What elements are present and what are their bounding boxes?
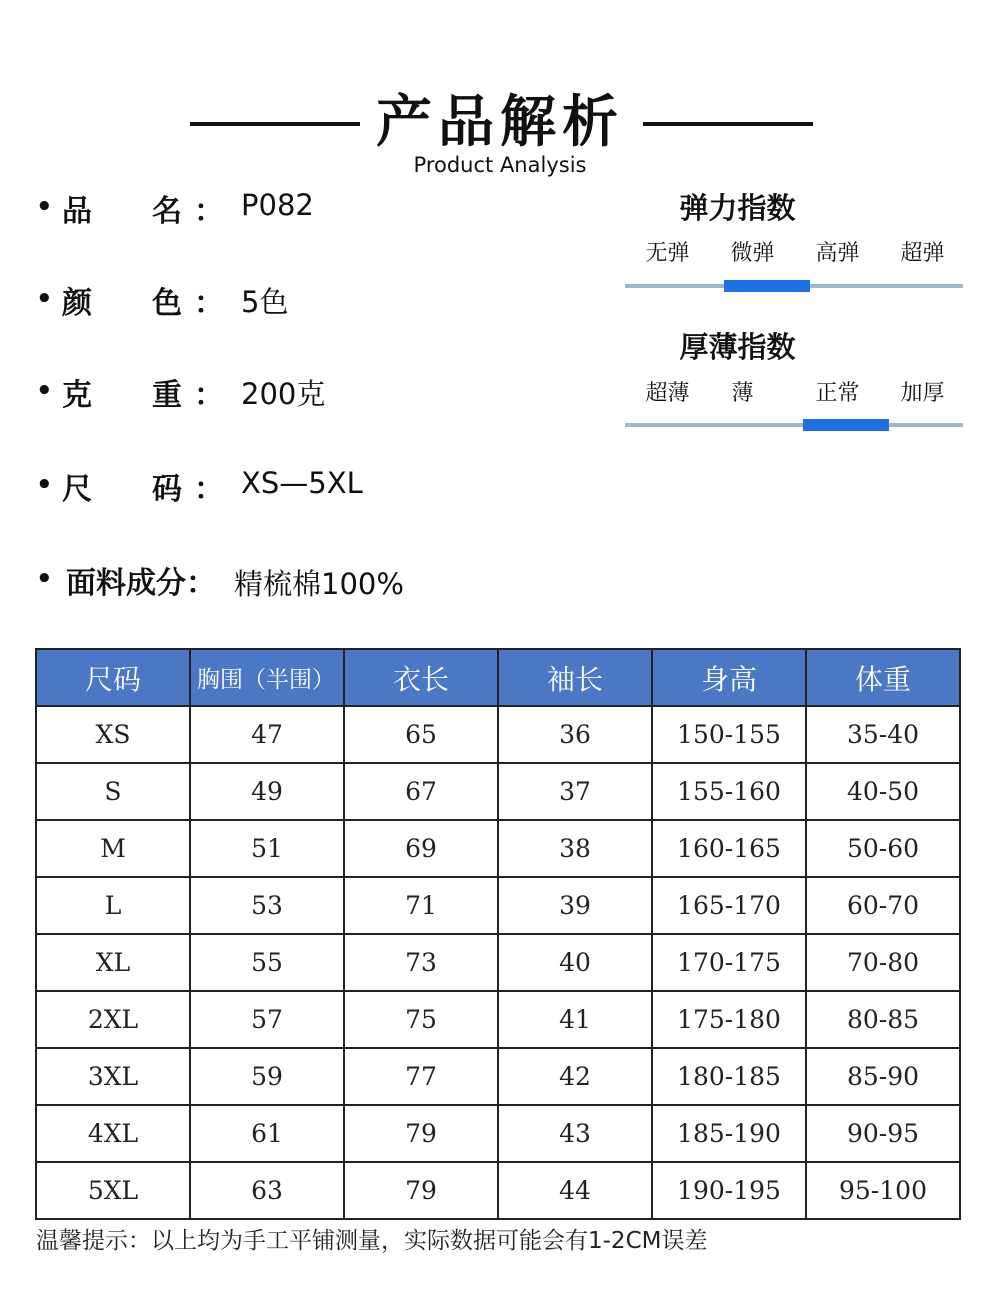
elasticity-label: 无弹 xyxy=(645,241,690,266)
table-cell: 95-100 xyxy=(806,1162,960,1219)
spec-key-char: 名 xyxy=(152,194,182,229)
table-cell: 35-40 xyxy=(806,706,960,763)
table-cell: 69 xyxy=(344,820,498,877)
table-cell: 50-60 xyxy=(806,820,960,877)
table-cell: 170-175 xyxy=(652,934,806,991)
table-cell: 2XL xyxy=(36,991,190,1048)
spec-value: 200克 xyxy=(241,377,326,411)
thickness-indicator xyxy=(803,419,889,431)
table-cell: 71 xyxy=(344,877,498,934)
bullet-icon: • xyxy=(36,564,53,594)
table-cell: 55 xyxy=(190,934,344,991)
spec-value: 精梳棉100% xyxy=(234,567,404,601)
spec-key: 面料成分 xyxy=(66,566,186,601)
spec-key-char: 尺 xyxy=(62,472,92,507)
table-row xyxy=(36,763,960,820)
table-cell: 180-185 xyxy=(652,1048,806,1105)
column-header: 衣长 xyxy=(344,649,498,706)
size-table xyxy=(35,648,961,1220)
spec-row-fabric xyxy=(36,556,596,606)
bullet-icon: • xyxy=(36,470,53,500)
bullet-icon: • xyxy=(36,192,53,222)
column-header: 身高 xyxy=(652,649,806,706)
page-subtitle: Product Analysis xyxy=(413,153,587,177)
column-header: 袖长 xyxy=(498,649,652,706)
table-cell: 155-160 xyxy=(652,763,806,820)
table-cell: 43 xyxy=(498,1105,652,1162)
table-cell: 190-195 xyxy=(652,1162,806,1219)
table-cell: 61 xyxy=(190,1105,344,1162)
table-cell: 53 xyxy=(190,877,344,934)
table-cell: XL xyxy=(36,934,190,991)
spec-value: 5色 xyxy=(241,285,289,319)
spec-row-size xyxy=(36,462,596,512)
table-row xyxy=(36,1048,960,1105)
thickness-label: 正常 xyxy=(815,381,860,406)
table-cell: 150-155 xyxy=(652,706,806,763)
table-row xyxy=(36,706,960,763)
table-cell: 63 xyxy=(190,1162,344,1219)
table-cell: 175-180 xyxy=(652,991,806,1048)
spec-row-name xyxy=(36,184,596,234)
table-row xyxy=(36,991,960,1048)
page-header xyxy=(0,90,1000,180)
table-cell: 38 xyxy=(498,820,652,877)
table-cell: XS xyxy=(36,706,190,763)
table-cell: 36 xyxy=(498,706,652,763)
table-cell: 79 xyxy=(344,1105,498,1162)
thickness-label: 加厚 xyxy=(900,381,945,406)
thickness-label: 超薄 xyxy=(645,381,690,406)
table-header-row xyxy=(36,649,960,706)
table-cell: 70-80 xyxy=(806,934,960,991)
table-cell: 3XL xyxy=(36,1048,190,1105)
elasticity-label: 微弹 xyxy=(730,241,775,266)
thickness-labels xyxy=(625,376,965,406)
thickness-scale-bar xyxy=(625,423,963,427)
spec-colon: ： xyxy=(186,566,216,601)
table-cell: 44 xyxy=(498,1162,652,1219)
table-cell: 40-50 xyxy=(806,763,960,820)
table-cell: 40 xyxy=(498,934,652,991)
elasticity-indicator xyxy=(724,280,810,292)
spec-key-char: 色 xyxy=(152,286,182,321)
spec-value: P082 xyxy=(241,188,314,222)
spec-key-char: 颜 xyxy=(62,286,92,321)
column-header: 尺码 xyxy=(36,649,190,706)
table-cell: 5XL xyxy=(36,1162,190,1219)
table-cell: 60-70 xyxy=(806,877,960,934)
table-cell: 160-165 xyxy=(652,820,806,877)
spec-colon: ： xyxy=(194,286,224,321)
spec-value: XS—5XL xyxy=(241,466,363,500)
elasticity-title: 弹力指数 xyxy=(679,191,796,225)
table-cell: 75 xyxy=(344,991,498,1048)
spec-key-char: 重 xyxy=(152,378,182,413)
table-cell: 80-85 xyxy=(806,991,960,1048)
measurement-tip: 温馨提示：以上均为手工平铺测量，实际数据可能会有1-2CM误差 xyxy=(36,1228,708,1254)
column-header: 胸围（半围） xyxy=(190,649,344,706)
elasticity-labels xyxy=(625,236,965,266)
spec-key-char: 码 xyxy=(152,472,182,507)
table-cell: 67 xyxy=(344,763,498,820)
table-cell: 77 xyxy=(344,1048,498,1105)
table-cell: M xyxy=(36,820,190,877)
table-cell: 4XL xyxy=(36,1105,190,1162)
elasticity-label: 超弹 xyxy=(900,241,945,266)
elasticity-label: 高弹 xyxy=(815,241,860,266)
bullet-icon: • xyxy=(36,284,53,314)
thickness-label: 薄 xyxy=(731,381,754,406)
table-cell: 57 xyxy=(190,991,344,1048)
table-cell: 185-190 xyxy=(652,1105,806,1162)
table-cell: 41 xyxy=(498,991,652,1048)
table-row xyxy=(36,1105,960,1162)
table-cell: 42 xyxy=(498,1048,652,1105)
table-cell: 165-170 xyxy=(652,877,806,934)
column-header: 体重 xyxy=(806,649,960,706)
table-cell: 90-95 xyxy=(806,1105,960,1162)
thickness-title: 厚薄指数 xyxy=(679,330,796,364)
table-cell: L xyxy=(36,877,190,934)
spec-row-weight xyxy=(36,368,596,418)
spec-colon: ： xyxy=(194,194,224,229)
table-row xyxy=(36,934,960,991)
table-row xyxy=(36,820,960,877)
spec-colon: ： xyxy=(194,472,224,507)
spec-key-char: 品 xyxy=(62,194,92,229)
table-row xyxy=(36,1162,960,1219)
elasticity-scale-bar xyxy=(625,284,963,288)
table-cell: 47 xyxy=(190,706,344,763)
page-title: 产品解析 xyxy=(376,90,624,155)
table-cell: S xyxy=(36,763,190,820)
table-row xyxy=(36,877,960,934)
spec-colon: ： xyxy=(194,378,224,413)
table-cell: 73 xyxy=(344,934,498,991)
table-cell: 49 xyxy=(190,763,344,820)
table-cell: 65 xyxy=(344,706,498,763)
spec-key-char: 克 xyxy=(62,378,92,413)
table-cell: 37 xyxy=(498,763,652,820)
table-cell: 85-90 xyxy=(806,1048,960,1105)
table-cell: 39 xyxy=(498,877,652,934)
spec-row-color xyxy=(36,276,596,326)
table-cell: 79 xyxy=(344,1162,498,1219)
table-cell: 51 xyxy=(190,820,344,877)
table-cell: 59 xyxy=(190,1048,344,1105)
bullet-icon: • xyxy=(36,376,53,406)
